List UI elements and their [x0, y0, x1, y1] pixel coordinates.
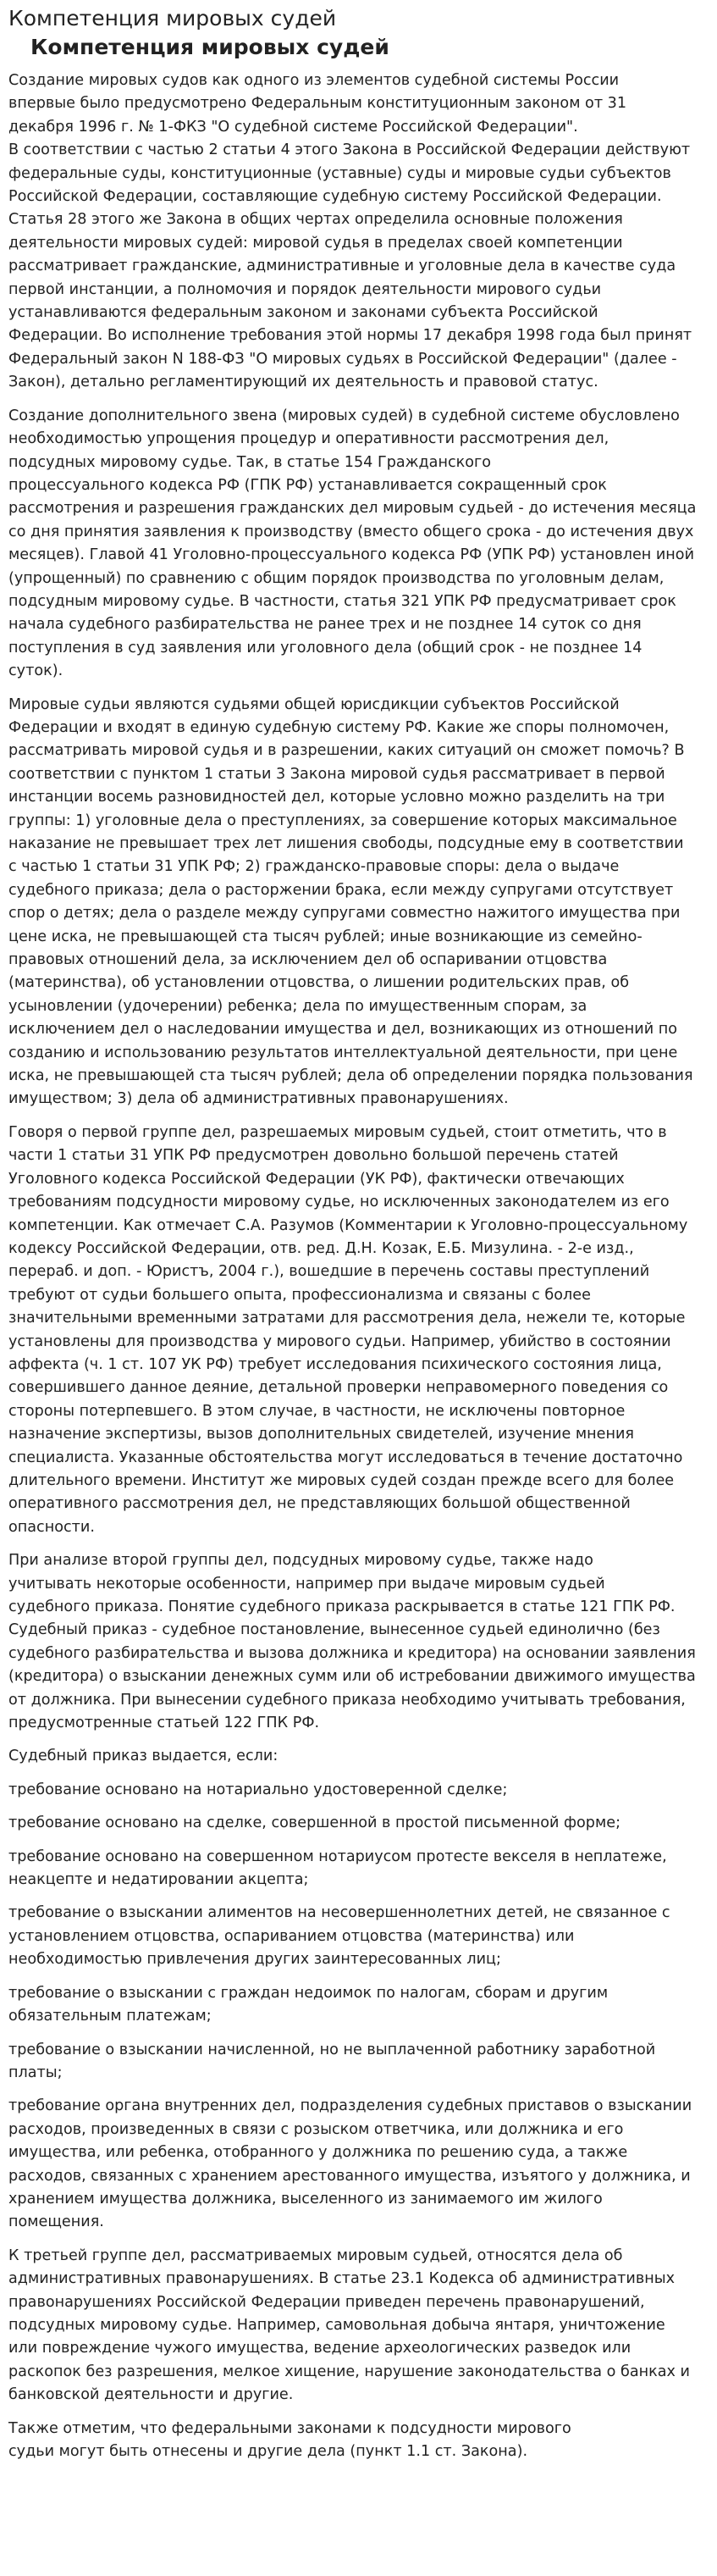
text-line: К третьей группе дел, рассматриваемых мировым судьей, относятся дела об [8, 2246, 623, 2264]
paragraph [8, 2095, 709, 2234]
text-line: (материнства), об установлении отцовства, о лишении родительских прав, об [8, 974, 630, 992]
text-line: требование основано на нотариально удостоверенной сделке; [8, 1781, 508, 1798]
text-line: части 1 статьи 31 УПК РФ предусмотрен довольно большой перечень статей [8, 1147, 619, 1165]
text-line: неакцепте и недатировании акцепта; [8, 1871, 309, 1889]
text-line: платы; [8, 2064, 63, 2081]
text-line: Судебный приказ выдается, если: [8, 1748, 279, 1765]
text-line: административных правонарушениях. В статье 23.1 Кодекса об административных [8, 2270, 676, 2288]
text-line: процессуального кодекса РФ (ГПК РФ) устанавливается сокращенный срок [8, 476, 607, 494]
text-line: или повреждение чужого имущества, ведение археологических разведок или [8, 2340, 632, 2357]
text-line: судебного разбирательства и вызова должника и кредитора) на основании заявления [8, 1644, 696, 1662]
text-line: правонарушениях Российской Федерации приведен перечень правонарушений, [8, 2293, 645, 2311]
paragraph [8, 2418, 709, 2464]
text-line: Также отметим, что федеральными законами к подсудности мирового [8, 2419, 571, 2437]
text-line: необходимостью привлечения других заинтересованных лиц; [8, 1951, 501, 1969]
text-line: стороны потерпевшего. В этом случае, в частности, не исключены повторное [8, 1402, 626, 1420]
text-line: оперативного рассмотрения дел, не представляющих большой общественной [8, 1495, 631, 1513]
article-body [8, 69, 709, 2463]
text-line: обязательным платежам; [8, 2008, 212, 2025]
paragraph [8, 2039, 709, 2086]
text-line: судебного приказа; дела о расторжении брака, если между супругами отсутствует [8, 881, 674, 899]
paragraph [8, 694, 709, 1111]
text-line: имуществом; 3) дела об административных правонарушениях. [8, 1090, 509, 1108]
text-line: требование о взыскании алиментов на несовершеннолетних детей, не связанное с [8, 1904, 670, 1922]
text-line: требование органа внутренних дел, подразделения судебных приставов о взыскании [8, 2097, 692, 2115]
text-line: соответствии с пунктом 1 статьи 3 Закона мировой судья рассматривает в первой [8, 765, 665, 783]
text-line: первой инстанции, а полномочия и порядок деятельности мирового судьи [8, 280, 602, 298]
text-line: рассматривает гражданские, административные и уголовные дела в качестве суда [8, 258, 676, 275]
paragraph [8, 2245, 709, 2407]
text-line: требование о взыскании начисленной, но не выплаченной работнику заработной [8, 2041, 656, 2058]
text-line: раскопок без разрешения, мелкое хищение, нарушение законодательства о банках и [8, 2363, 690, 2380]
text-line: созданию и использованию результатов интеллектуальной деятельности, при цене [8, 1044, 678, 1061]
text-line: требованиям подсудности мировому судье, но исключенных законодателем из его [8, 1194, 670, 1211]
text-line: Закон), детально регламентирующий их деятельность и правовой статус. [8, 374, 598, 391]
text-line: Говоря о первой группе дел, разрешаемых мировым судьей, стоит отметить, что в [8, 1123, 667, 1141]
text-line: установлением отцовства, оспариванием отцовства (материнства) или [8, 1927, 575, 1945]
paragraph [8, 1745, 709, 1768]
text-line: поступления в суд заявления или уголовного дела (общий срок - не позднее 14 [8, 639, 643, 656]
text-line: специалиста. Указанные обстоятельства могут исследоваться в течение достаточно [8, 1449, 683, 1466]
text-line: Российской Федерации, составляющие судебную систему Российской Федерации. [8, 188, 662, 206]
page-title: Компетенция мировых судей [8, 6, 337, 30]
paragraph [8, 1982, 709, 2029]
text-line: Уголовного кодекса Российской Федерации (УК РФ), фактически отвечающих [8, 1170, 625, 1188]
text-line: компетенции. Как отмечает С.А. Разумов (Комментарии к Уголовно-процессуальному [8, 1216, 688, 1234]
text-line: Федеральный закон N 188-ФЗ "О мировых судьях в Российской Федерации" (далее - [8, 350, 677, 368]
text-line: длительного времени. Институт же мировых судей создан прежде всего для более [8, 1471, 675, 1489]
text-line: совершившего данное деяние, детальной проверки неправомерного поведения со [8, 1379, 669, 1397]
text-line: иска, не превышающей ста тысяч рублей; дела об определении порядка пользования [8, 1067, 693, 1085]
text-line: (кредитора) о взыскании денежных сумм или об истребовании движимого имущества [8, 1668, 696, 1686]
text-line: рассмотрения и разрешения гражданских дел мировым судьей - до истечения месяца [8, 500, 697, 518]
paragraph [8, 69, 709, 395]
text-line: кодексу Российской Федерации, отв. ред. Д.Н. Козак, Е.Б. Мизулина. - 2-е изд., [8, 1239, 634, 1257]
text-line: При анализе второй группы дел, подсудных мировому судье, также надо [8, 1552, 593, 1570]
text-line: установлены для производства у мирового судьи. Например, убийство в состоянии [8, 1332, 671, 1350]
text-line: назначение экспертизы, вызов дополнительных свидетелей, изучение мнения [8, 1426, 634, 1443]
paragraph [8, 1779, 709, 1802]
text-line: декабря 1996 г. № 1-ФКЗ "О судебной системе Российской Федерации". [8, 118, 578, 136]
text-line: устанавливаются федеральным законом и законами субъекта Российской [8, 304, 598, 322]
paragraph [8, 1846, 709, 1892]
text-line: подсудным мировому судье. В частности, статья 321 УПК РФ предусматривает срок [8, 592, 676, 610]
text-line: усыновлении (удочерении) ребенка; дела по имущественным спорам, за [8, 997, 587, 1015]
text-line: спор о детях; дела о разделе между супругами совместно нажитого имущества при [8, 905, 681, 922]
text-line: суток). [8, 662, 63, 680]
text-line: впервые было предусмотрено Федеральным конституционным законом от 31 [8, 95, 627, 113]
text-line: подсудных мировому судье. Например, самовольная добыча янтаря, уничтожение [8, 2316, 665, 2334]
text-line: деятельности мировых судей: мировой судья в пределах своей компетенции [8, 234, 623, 252]
text-line: от должника. При вынесении судебного приказа необходимо учитывать требования, [8, 1691, 686, 1709]
text-line: группы: 1) уголовные дела о преступлениях, за совершение которых максимальное [8, 812, 677, 829]
text-line: наказание не превышает трех лет лишения свободы, подсудные ему в соответствии [8, 835, 684, 852]
text-line: (упрощенный) по сравнению с общим порядок производства по уголовным делам, [8, 569, 665, 587]
text-line: требуют от судьи большего опыта, профессионализма и связаны с более [8, 1286, 591, 1304]
text-line: федеральные суды, конституционные (уставные) суды и мировые судьи субъектов [8, 164, 671, 182]
text-line: хранением имущества должника, выселенного из занимаемого им жилого [8, 2190, 603, 2208]
text-line: месяцев). Главой 41 Уголовно-процессуального кодекса РФ (УПК РФ) установлен иной [8, 546, 695, 564]
text-line: предусмотренные статьей 122 ГПК РФ. [8, 1715, 320, 1732]
text-line: судебного приказа. Понятие судебного приказа раскрывается в статье 121 ГПК РФ. [8, 1598, 676, 1615]
paragraph [8, 405, 709, 684]
text-line: со дня принятия заявления к производству (вместо общего срока - до истечения двух [8, 523, 694, 540]
text-line: начала судебного разбирательства не ранее трех и не позднее 14 суток со дня [8, 616, 642, 634]
text-line: требование основано на совершенном нотариусом протесте векселя в неплатеже, [8, 1848, 667, 1865]
text-line: необходимостью упрощения процедур и оперативности рассмотрения дел, [8, 430, 609, 448]
paragraph [8, 1902, 709, 1971]
text-line: судьи могут быть отнесены и другие дела (пункт 1.1 ст. Закона). [8, 2443, 528, 2460]
text-line: аффекта (ч. 1 ст. 107 УК РФ) требует исследования психического состояния лица, [8, 1355, 662, 1373]
text-line: инстанции восемь разновидностей дел, которые условно можно разделить на три [8, 789, 665, 806]
text-line: помещения. [8, 2213, 104, 2231]
text-line: перераб. и доп. - Юристъ, 2004 г.), вошедшие в перечень составы преступлений [8, 1263, 650, 1281]
text-line: имущества, или ребенка, отобранного у должника по решению суда, а также [8, 2144, 628, 2162]
text-line: с частью 1 статьи 31 УПК РФ; 2) гражданско-правовые споры: дела о выдаче [8, 858, 620, 876]
text-line: Создание мировых судов как одного из элементов судебной системы России [8, 72, 620, 89]
text-line: Судебный приказ - судебное постановление, вынесенное судьей единолично (без [8, 1621, 660, 1639]
text-line: Создание дополнительного звена (мировых судей) в судебной системе обусловлено [8, 407, 680, 424]
text-line: требование основано на сделке, совершенной в простой письменной форме; [8, 1814, 620, 1832]
text-line: значительными временными затратами для рассмотрения дела, нежели те, которые [8, 1310, 686, 1327]
text-line: рассматривать мировой судья и в разрешении, каких ситуаций он сможет помочь? В [8, 742, 685, 760]
text-line: исключением дел о наследовании имущества и дел, возникающих из отношений по [8, 1021, 677, 1039]
paragraph [8, 1549, 709, 1735]
text-line: подсудных мировому судье. Так, в статье 154 Гражданского [8, 453, 492, 471]
text-line: Статья 28 этого же Закона в общих чертах определила основные положения [8, 211, 623, 229]
text-line: расходов, произведенных в связи с розыском ответчика, или должника и его [8, 2120, 624, 2138]
paragraph [8, 1812, 709, 1835]
text-line: правовых отношений дела, за исключением дел об оспаривании отцовства [8, 951, 608, 969]
text-line: Мировые судьи являются судьями общей юрисдикции субъектов Российской [8, 695, 620, 713]
text-line: опасности. [8, 1518, 95, 1536]
article-heading: Компетенция мировых судей [30, 35, 389, 59]
text-line: расходов, связанных с хранением арестованного имущества, изъятого у должника, и [8, 2167, 691, 2185]
text-line: цене иска, не превышающей ста тысяч рублей; иные возникающие из семейно- [8, 928, 643, 945]
text-line: Федерации и входят в единую судебную систему РФ. Какие же споры полномочен, [8, 718, 670, 736]
text-line: банковской деятельности и другие. [8, 2386, 294, 2404]
text-line: учитывать некоторые особенности, например при выдаче мировым судьей [8, 1575, 605, 1593]
text-line: В соответствии с частью 2 статьи 4 этого Закона в Российской Федерации действуют [8, 141, 691, 159]
text-line: Федерации. Во исполнение требования этой нормы 17 декабря 1998 года был принят [8, 327, 692, 345]
text-line: требование о взыскании с граждан недоимок по налогам, сборам и другим [8, 1984, 609, 2002]
paragraph [8, 1122, 709, 1539]
